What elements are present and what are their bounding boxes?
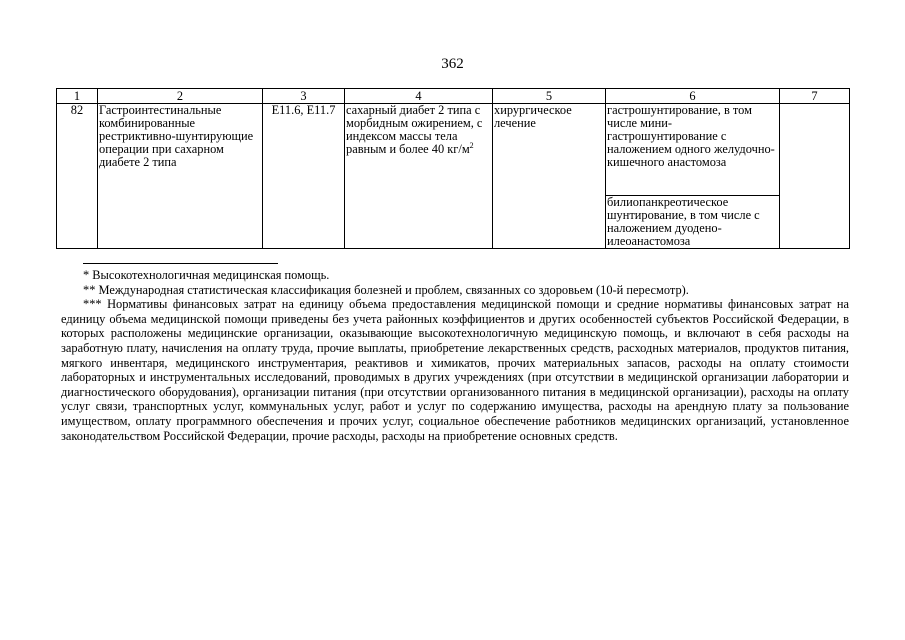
column-header-5: 5: [493, 89, 606, 104]
patient-model-text: сахарный диабет 2 типа с морбидным ожирением, с индексом массы тела равным и более 40 кг/м: [346, 103, 483, 156]
column-header-2: 2: [98, 89, 263, 104]
footnote-3: *** Нормативы финансовых затрат на единицу объема предоставления медицинской помощи и средние нормативы финансовых затрат на единицу объема медицинской помощи приведены без учета районных коэффициентов и других особенностей субъектов Российской Федерации, в которых расположены медицинские организации, оказывающие высокотехнологичную медицинскую помощь, и включают в себя расходы на заработную плату, начисления на оплату труда, прочие выплаты, приобретение лекарственных средств, расходных материалов, продуктов питания, мягкого инвентаря, медицинского инструментария, реактивов и химикатов, прочих материальных запасов, расходы на оплату стоимости лабораторных и инструментальных исследований, проводимых в других учреждениях (при отсутствии в медицинской организации лаборатории и диагностического оборудования), организации питания (при отсутствии организованного питания в медицинской организации), расходы на оплату услуг связи, транспортных услуг, коммунальных услуг, работ и услуг по содержанию имущества, расходы на арендную плату за пользование имуществом, оплату программного обеспечения и прочих услуг, социальное обеспечение работников медицинских организаций, установленное законодательством Российской Федерации, прочие расходы, расходы на приобретение основных средств.: [61, 297, 849, 443]
column-header-3: 3: [263, 89, 345, 104]
column-header-4: 4: [345, 89, 493, 104]
footnotes: [61, 268, 849, 443]
column-header-6: 6: [606, 89, 780, 104]
footnote-2: ** Международная статистическая классификация болезней и проблем, связанных со здоровьем (10-й пересмотр).: [83, 282, 689, 297]
column-header-1: 1: [57, 89, 98, 104]
column-header-7: 7: [780, 89, 850, 104]
column-7-cell: [780, 104, 850, 249]
icd-codes: E11.6, E11.7: [263, 104, 345, 249]
patient-model-superscript: 2: [469, 140, 474, 150]
care-name: Гастроинтестинальные комбинированные рестриктивно-шунтирующие операции при сахарном диабете 2 типа: [98, 104, 263, 249]
treatment-type: хирургическое лечение: [493, 104, 606, 249]
footnote-1: * Высокотехнологичная медицинская помощь.: [83, 268, 330, 282]
treatment-method-2: билиопанкреотическое шунтирование, в том числе с наложением дуодено-илеоанастомоза: [606, 196, 780, 249]
care-table: [56, 88, 850, 249]
table-row: [57, 104, 850, 196]
footnote-divider: [83, 263, 278, 264]
row-number: 82: [57, 104, 98, 249]
treatment-method-1: гастрошунтирование, в том числе мини-гастрошунтирование с наложением одного желудочно-кишечного анастомоза: [606, 104, 780, 196]
page-number: 362: [441, 56, 464, 72]
patient-model: [345, 104, 493, 249]
header-row: [57, 89, 850, 104]
